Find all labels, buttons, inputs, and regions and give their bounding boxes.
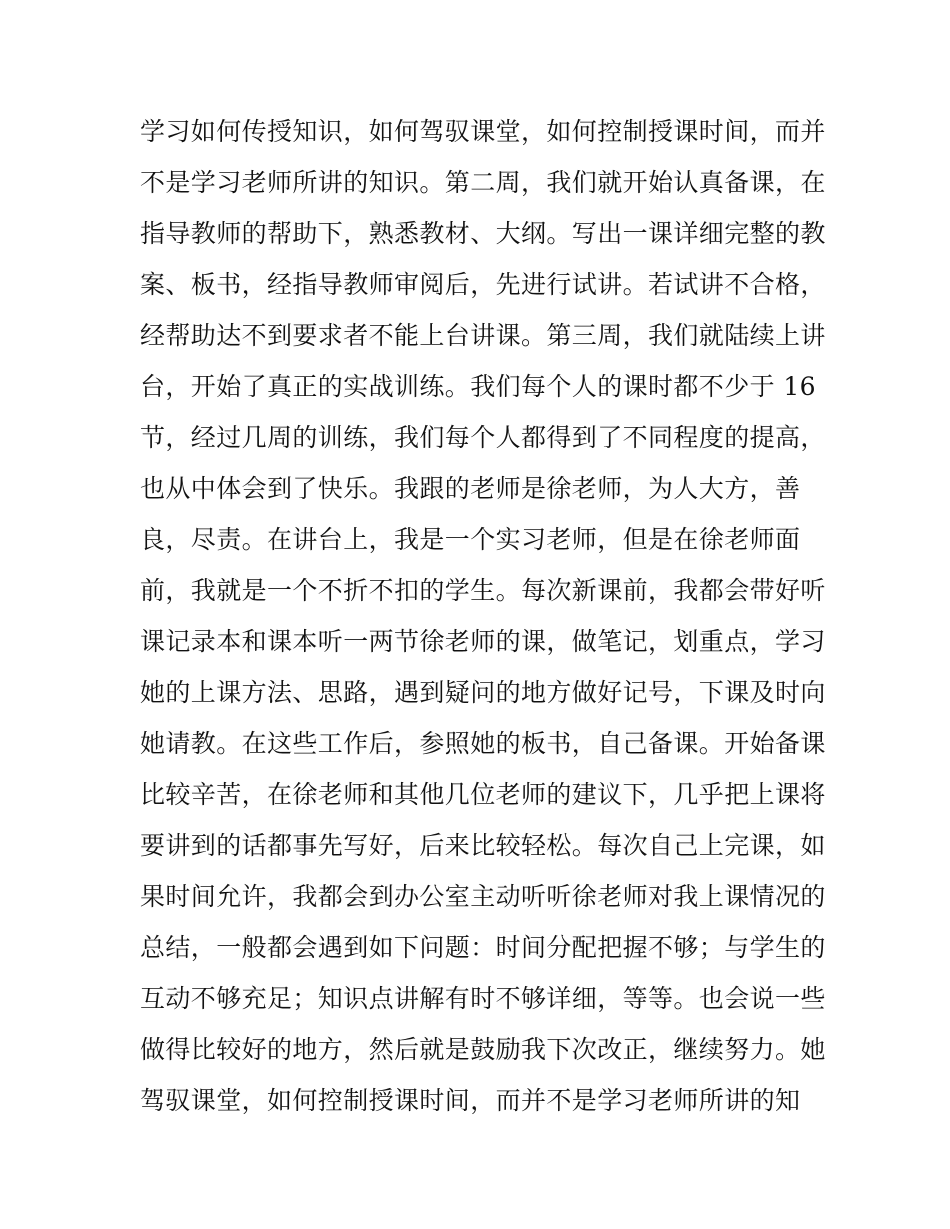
text-line: 良，尽责。在讲台上，我是一个实习老师，但是在徐老师面 xyxy=(140,525,801,554)
text-line: 节，经过几周的训练，我们每个人都得到了不同程度的提高， xyxy=(140,423,826,452)
text-line: 也从中体会到了快乐。我跟的老师是徐老师，为人大方，善 xyxy=(140,474,801,503)
text-line: 她请教。在这些工作后，参照她的板书，自己备课。开始备课 xyxy=(140,729,826,758)
text-line: 台，开始了真正的实战训练。我们每个人的课时都不少于 16 xyxy=(140,372,816,401)
text-line: 总结，一般都会遇到如下问题：时间分配把握不够；与学生的 xyxy=(140,933,826,962)
text-line: 经帮助达不到要求者不能上台讲课。第三周，我们就陆续上讲 xyxy=(140,321,826,350)
text-line: 互动不够充足；知识点讲解有时不够详细，等等。也会说一些 xyxy=(140,984,826,1013)
text-line: 果时间允许，我都会到办公室主动听听徐老师对我上课情况的 xyxy=(140,882,826,911)
text-line: 前，我就是一个不折不扣的学生。每次新课前，我都会带好听 xyxy=(140,576,826,605)
text-line: 她的上课方法、思路，遇到疑问的地方做好记号，下课及时向 xyxy=(140,678,826,707)
text-line: 案、板书，经指导教师审阅后，先进行试讲。若试讲不合格， xyxy=(140,270,826,299)
text-line: 做得比较好的地方，然后就是鼓励我下次改正，继续努力。她 xyxy=(140,1035,826,1064)
text-line: 不是学习老师所讲的知识。第二周，我们就开始认真备课，在 xyxy=(140,168,826,197)
text-line: 比较辛苦，在徐老师和其他几位老师的建议下，几乎把上课将 xyxy=(140,780,826,809)
text-line: 课记录本和课本听一两节徐老师的课，做笔记，划重点，学习 xyxy=(140,627,826,656)
text-line: 指导教师的帮助下，熟悉教材、大纲。写出一课详细完整的教 xyxy=(140,219,826,248)
text-line: 驾驭课堂，如何控制授课时间，而并不是学习老师所讲的知 xyxy=(140,1086,801,1115)
text-line: 要讲到的话都事先写好，后来比较轻松。每次自己上完课，如 xyxy=(140,831,826,860)
body-text xyxy=(140,106,830,1126)
text-line: 学习如何传授知识，如何驾驭课堂，如何控制授课时间，而并 xyxy=(140,117,826,146)
